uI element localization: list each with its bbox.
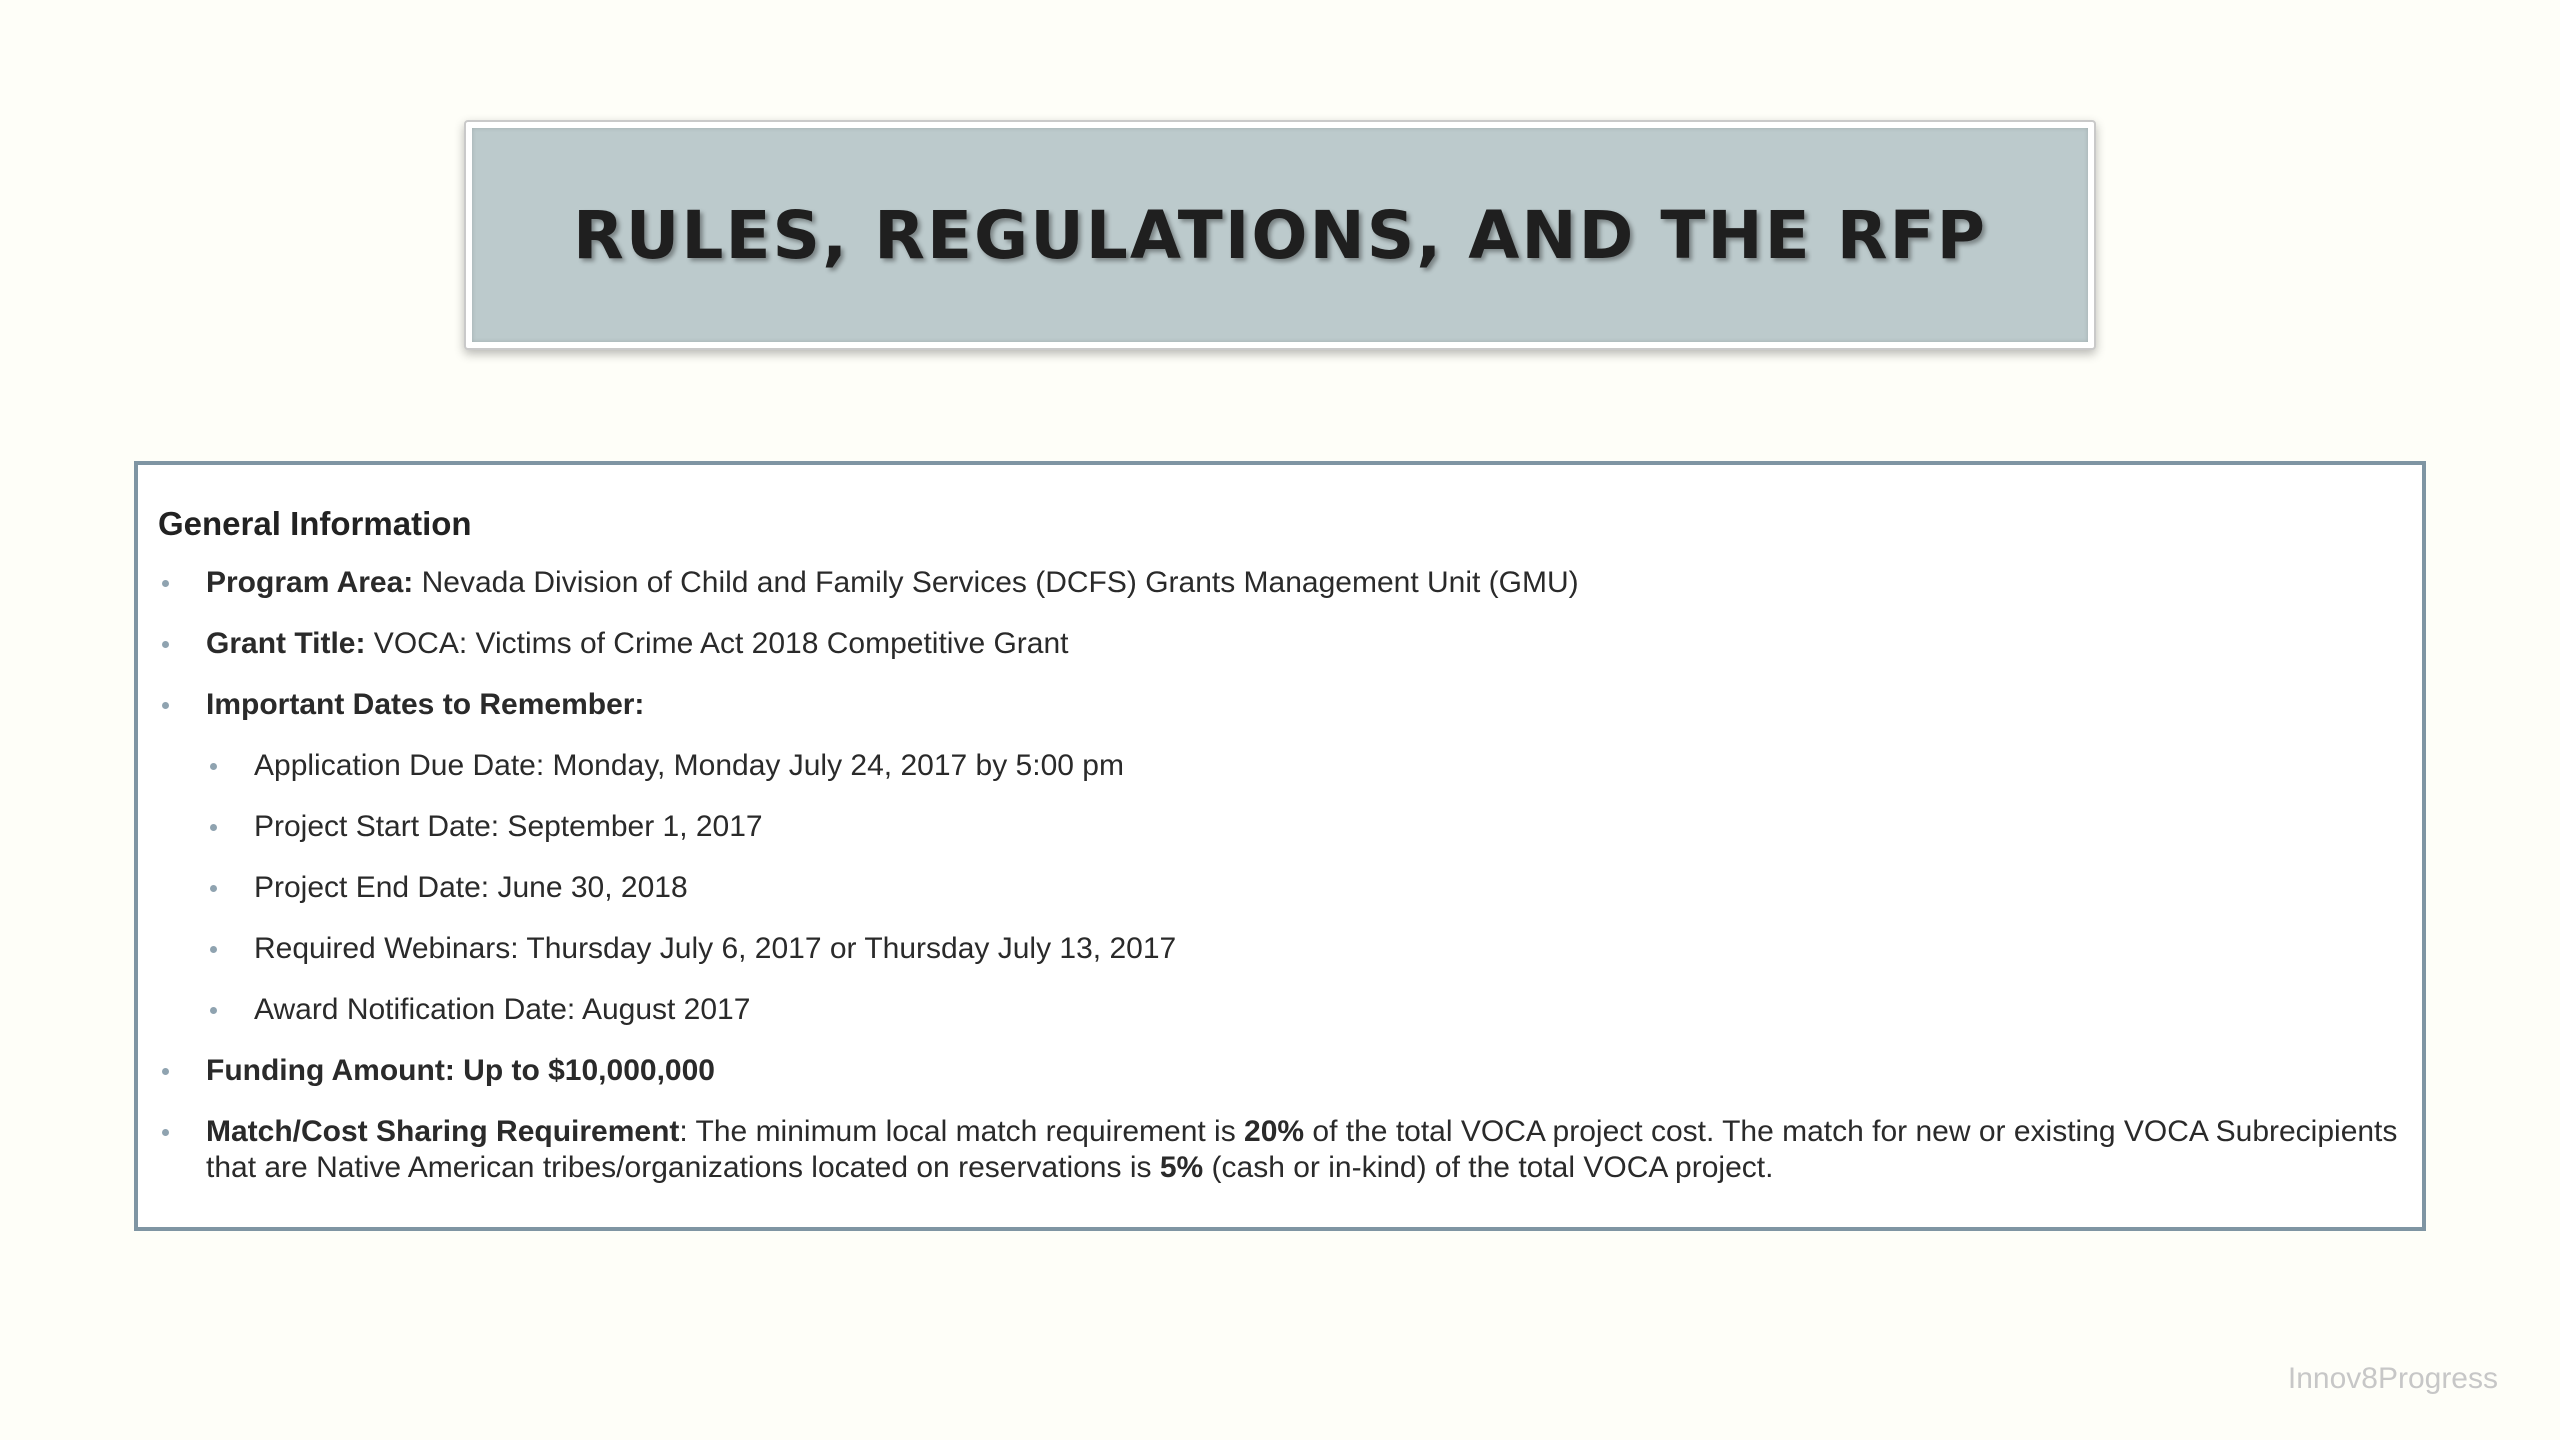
grant-title-label: Grant Title: bbox=[206, 627, 366, 660]
list-item-date bbox=[158, 809, 2402, 845]
list-item-date bbox=[158, 992, 2402, 1028]
bullet-icon bbox=[210, 824, 217, 831]
title-banner bbox=[472, 128, 2088, 342]
bullet-icon bbox=[210, 1007, 217, 1014]
list-item-program-area bbox=[158, 565, 2402, 601]
funding-value: Up to $10,000,000 bbox=[454, 1054, 715, 1087]
date-project-end: Project End Date: June 30, 2018 bbox=[254, 871, 688, 904]
slide-title: RULES, REGULATIONS, AND THE RFP bbox=[572, 196, 1987, 274]
funding-label: Funding Amount: bbox=[206, 1054, 455, 1087]
general-info-box bbox=[134, 461, 2426, 1231]
list-item-date bbox=[158, 870, 2402, 906]
title-frame bbox=[464, 120, 2096, 350]
date-project-start: Project Start Date: September 1, 2017 bbox=[254, 810, 763, 843]
date-application-due: Application Due Date: Monday, Monday July 24, 2017 by 5:00 pm bbox=[254, 749, 1124, 782]
list-item-grant-title bbox=[158, 626, 2402, 662]
bullet-icon bbox=[162, 702, 169, 709]
list-item-date bbox=[158, 931, 2402, 967]
match-percent-20: 20% bbox=[1244, 1115, 1305, 1148]
list-item-funding bbox=[158, 1053, 2402, 1089]
bullet-icon bbox=[210, 763, 217, 770]
match-text-2: of the total VOCA project cost. The match for new or existing VOCA Subrecipients that are Native American tribes/organizations located on reservations is bbox=[206, 1115, 2398, 1184]
match-text-1: : The minimum local match requirement is bbox=[679, 1115, 1245, 1148]
watermark: Innov8Progress bbox=[2287, 1362, 2498, 1395]
list-item-date bbox=[158, 748, 2402, 784]
match-text-3: (cash or in-kind) of the total VOCA project. bbox=[1203, 1151, 1774, 1184]
program-area-label: Program Area: bbox=[206, 566, 414, 599]
date-award-notification: Award Notification Date: August 2017 bbox=[254, 993, 751, 1026]
date-required-webinars: Required Webinars: Thursday July 6, 2017 or Thursday July 13, 2017 bbox=[254, 932, 1177, 965]
bullet-icon bbox=[162, 641, 169, 648]
grant-title-value: VOCA: Victims of Crime Act 2018 Competitive Grant bbox=[365, 627, 1069, 660]
bullet-icon bbox=[162, 1129, 169, 1136]
bullet-icon bbox=[162, 1068, 169, 1075]
bullet-icon bbox=[162, 580, 169, 587]
match-percent-5: 5% bbox=[1159, 1151, 1204, 1184]
program-area-value: Nevada Division of Child and Family Services (DCFS) Grants Management Unit (GMU) bbox=[413, 566, 1579, 599]
list-item-match bbox=[158, 1114, 2402, 1186]
important-dates-label: Important Dates to Remember: bbox=[206, 688, 645, 721]
section-heading: General Information bbox=[158, 505, 472, 542]
bullet-icon bbox=[210, 885, 217, 892]
match-label: Match/Cost Sharing Requirement bbox=[206, 1115, 680, 1148]
list-item-important-dates bbox=[158, 687, 2402, 723]
bullet-icon bbox=[210, 946, 217, 953]
info-list bbox=[158, 565, 2402, 1186]
